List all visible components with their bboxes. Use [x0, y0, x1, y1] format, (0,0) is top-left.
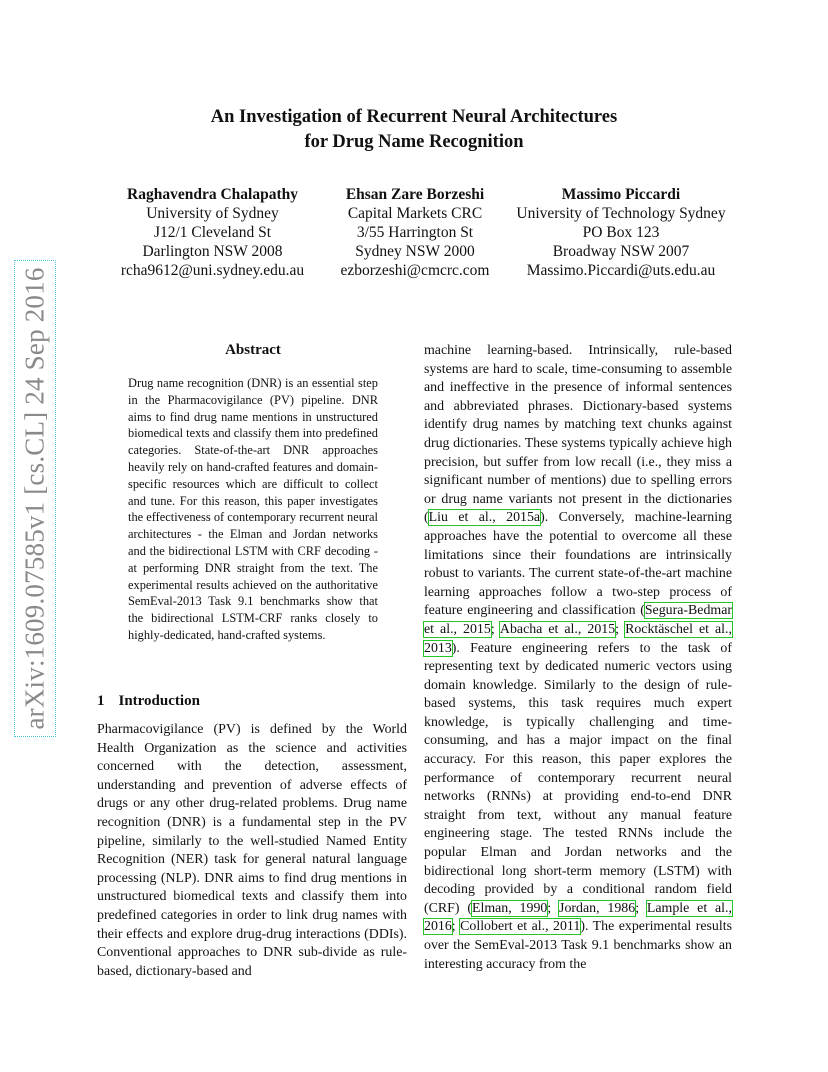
arxiv-identifier-stamp [14, 260, 56, 737]
body-text: ). Feature engineering refers to the task of representing text by dedicated numeric vectors using domain knowledge. Similarly to the design of rule-based systems, this task requires much expert knowledge, is typically challenging and time-consuming, and has a major impact on the final accuracy. For this reason, this paper explores the performance of contemporary recurrent neural networks (RNNs) at providing end-to-end DNR straight from text, without any manual feature engineering stage. The tested RNNs include the popular Elman and Jordan networks and the bidirectional long short-term memory (LSTM) with decoding provided by a conditional random field (CRF) ( [424, 640, 732, 916]
author-address: J12/1 Cleveland St [153, 224, 272, 241]
arxiv-identifier: arXiv:1609.07585v1 [cs.CL] 24 Sep 2016 [19, 267, 50, 730]
author-email[interactable]: Massimo.Piccardi@uts.edu.au [526, 262, 716, 279]
author-affiliation: University of Sydney [146, 205, 279, 222]
citation-link[interactable]: Rocktäschel et al., 2013 [424, 621, 732, 656]
author-name: Massimo Piccardi [561, 186, 681, 203]
section-title: Introduction [118, 693, 200, 709]
author-email[interactable]: rcha9612@uni.sydney.edu.au [120, 262, 305, 279]
author-name: Ehsan Zare Borzeshi [345, 186, 485, 203]
citation-link[interactable]: Abacha et al., 2015 [499, 621, 616, 637]
author-block [105, 185, 320, 280]
author-affiliation: University of Technology Sydney [516, 205, 726, 222]
body-text: machine learning-based. Intrinsically, rule-based systems are hard to scale, time-consuming to assemble and ineffective in the presence of informal sentences and abbreviated phrases. Dictionary-based systems identify drug names by matching text chunks against drug dictionaries. These systems typically achieve high precision, but suffer from low recall (i.e., they miss a significant number of mentions) due to spelling errors or drug name variants not present in the dictionaries ( [424, 343, 732, 526]
citation-separator: ; [547, 900, 560, 916]
paper-title [0, 105, 828, 155]
author-address: Darlington NSW 2008 [142, 243, 283, 260]
body-text: ). The experimental results over the SemEval-2013 Task 9.1 benchmarks show an interesting accuracy from the [424, 919, 732, 972]
author-email[interactable]: ezborzeshi@cmcrc.com [340, 262, 490, 279]
citation-separator: ; [451, 919, 461, 935]
citation-separator: ; [490, 621, 500, 637]
citation-link[interactable]: Collobert et al., 2011 [460, 919, 581, 935]
author-affiliation: Capital Markets CRC [347, 205, 483, 222]
section-heading [97, 693, 407, 710]
citation-link[interactable]: Liu et al., 2015a [428, 510, 541, 526]
body-text: ). Conversely, machine-learning approaches have the potential to overcome all these limitations since their foundations are intrinsically robust to variants. The current state-of-the-art machine learning approaches follow a two-step process of feature engineering and classification ( [424, 510, 732, 619]
citation-link[interactable]: Lample et al., 2016 [424, 900, 732, 935]
citation-link[interactable]: Elman, 1990 [471, 900, 548, 916]
citation-link[interactable]: Jordan, 1986 [559, 900, 636, 916]
citation-separator: ; [635, 900, 647, 916]
intro-paragraph-right [424, 342, 732, 974]
abstract-text: Drug name recognition (DNR) is an essential step in the Pharmacovigilance (PV) pipeline. DNR aims to find drug name mentions in unstructured biomedical texts and classify them into predefined categories. State-of-the-art DNR approaches heavily rely on hand-crafted features and domain-specific resources which are difficult to collect and tune. For this reason, this paper investigates the effectiveness of contemporary recurrent neural architectures - the Elman and Jordan networks and the bidirectional LSTM with CRF decoding - at performing DNR straight from the text. The experimental results achieved on the authoritative SemEval-2013 Task 9.1 benchmarks show that the bidirectional LSTM-CRF ranks closely to highly-dedicated, hand-crafted systems. [128, 376, 378, 642]
author-name: Raghavendra Chalapathy [127, 186, 298, 203]
title-line: for Drug Name Recognition [304, 132, 524, 152]
author-address: PO Box 123 [582, 224, 660, 241]
section-number: 1 [97, 693, 105, 709]
citation-separator: ; [615, 621, 626, 637]
author-address: Sydney NSW 2000 [355, 243, 475, 260]
abstract-heading: Abstract [225, 342, 281, 358]
intro-paragraph-left: Pharmacovigilance (PV) is defined by the World Health Organization as the science and activities concerned with the detection, assessment, understanding and prevention of adverse effects of drugs or any other drug-related problems. Drug name recognition (DNR) is a fundamental step in the PV pipeline, similarly to the well-studied Named Entity Recognition (NER) task for general natural language processing (NLP). DNR aims to find drug mentions in unstructured biomedical texts and classify them into predefined categories in order to link drug names with their effects and explore drug-drug interactions (DDIs). Conventional approaches to DNR sub-divide as rule-based, dictionary-based and [97, 722, 407, 979]
author-address: 3/55 Harrington St [356, 224, 474, 241]
author-block [505, 185, 737, 280]
title-line: An Investigation of Recurrent Neural Architectures [210, 107, 618, 127]
citation-link[interactable]: Segura-Bedmar et al., 2015 [424, 603, 732, 637]
author-block [330, 185, 500, 280]
author-address: Broadway NSW 2007 [552, 243, 690, 260]
